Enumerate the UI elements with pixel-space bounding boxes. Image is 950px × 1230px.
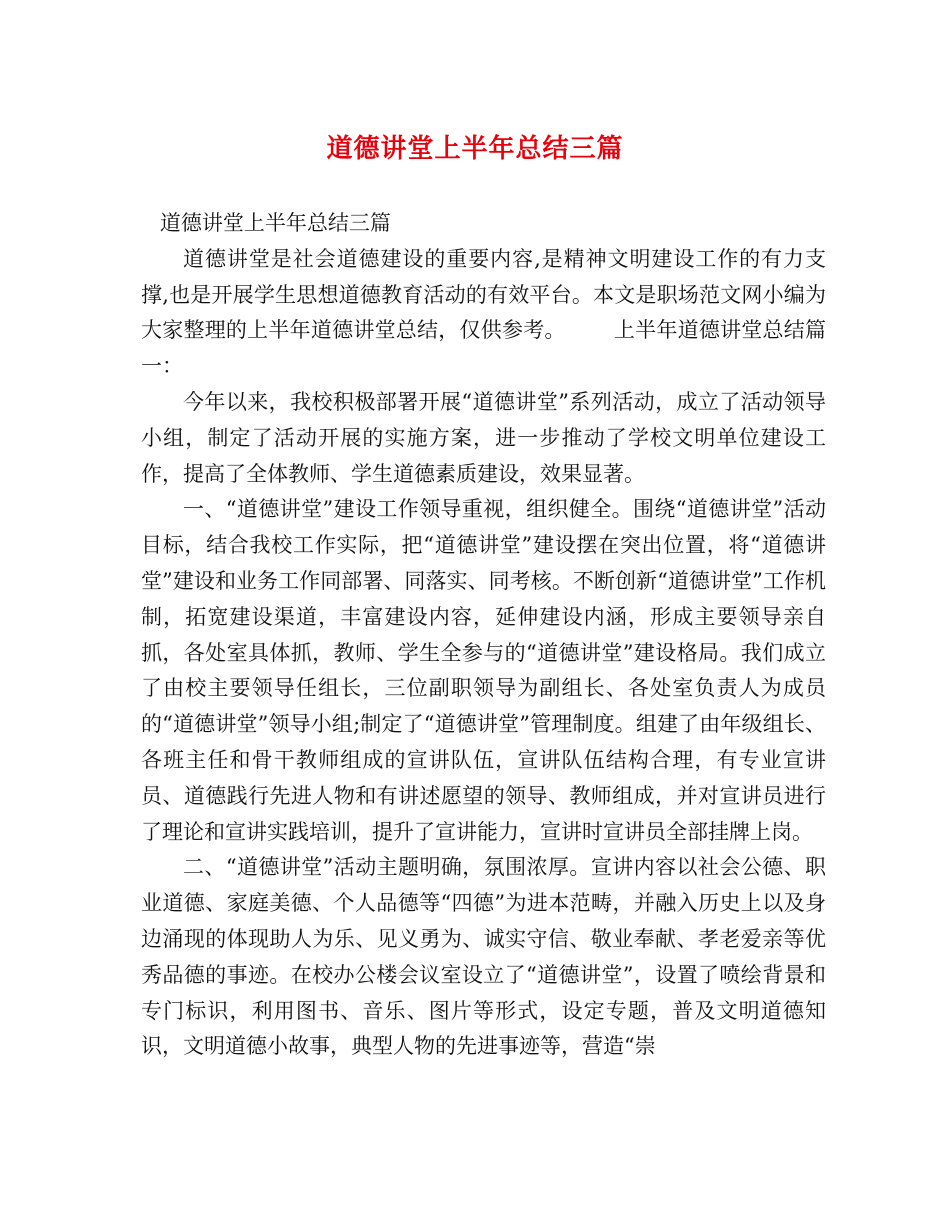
document-subtitle: 道德讲堂上半年总结三篇	[159, 211, 391, 235]
section-heading-part-one: 上半年道德讲堂总结篇一：	[141, 318, 827, 379]
paragraph-overview: 今年以来，我校积极部署开展“道德讲堂”系列活动，成立了活动领导小组，制定了活动开展的实施方案，进一步推动了学校文明单位建设工作，提高了全体教师、学生道德素质建设，效果显著。	[141, 389, 826, 486]
paragraph-section-one: 一、“道德讲堂”建设工作领导重视，组织健全。围绕“道德讲堂”活动目标，结合我校工作实际，把“道德讲堂”建设摆在突出位置，将“道德讲堂”建设和业务工作同部署、同落实、同考核。不断创新“道德讲堂”工作机制，拓宽建设渠道，丰富建设内容，延伸建设内涵，形成主要领导亲自抓，各处室具体抓，教师、学生全参与的“道德讲堂”建设格局。我们成立了由校主要领导任组长，三位副职领导为副组长、各处室负责人为成员的“道德讲堂”领导小组;制定了“道德讲堂”管理制度。组建了由年级组长、各班主任和骨干教师组成的宣讲队伍，宣讲队伍结构合理，有专业宣讲员、道德践行先进人物和有讲述愿望的领导、教师组成，并对宣讲员进行了理论和宣讲实践培训，提升了宣讲能力，宣讲时宣讲员全部挂牌上岗。	[141, 497, 826, 844]
document-title: 道德讲堂上半年总结三篇	[326, 134, 624, 164]
document-body	[141, 206, 826, 1065]
intro-paragraph	[141, 242, 826, 385]
paragraph-section-two: 二、“道德讲堂”活动主题明确，氛围浓厚。宣讲内容以社会公德、职业道德、家庭美德、个人品德等“四德”为进本范畴，并融入历史上以及身边涌现的体现助人为乐、见义勇为、诚实守信、敬业奉献、孝老爱亲等优秀品德的事迹。在校办公楼会议室设立了“道德讲堂”，设置了喷绘背景和专门标识，利用图书、音乐、图片等形式，设定专题，普及文明道德知识，文明道德小故事，典型人物的先进事迹等，营造“崇	[141, 855, 826, 1059]
intro-text: 道德讲堂是社会道德建设的重要内容,是精神文明建设工作的有力支撑,也是开展学生思想道德教育活动的有效平台。本文是职场范文网小编为大家整理的上半年道德讲堂总结，仅供参考。	[141, 246, 826, 343]
